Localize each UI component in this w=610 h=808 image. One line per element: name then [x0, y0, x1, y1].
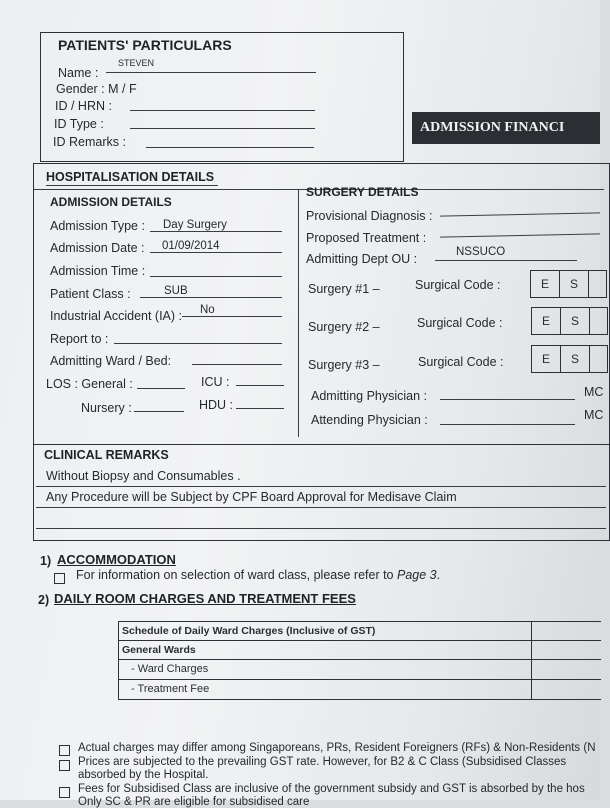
- code-3-e: E: [532, 346, 561, 372]
- name-line: [106, 72, 316, 73]
- icu-label: ICU :: [201, 375, 230, 389]
- note-3-checkbox[interactable]: [59, 787, 70, 798]
- los-general-line: [137, 388, 185, 389]
- charges-title: DAILY ROOM CHARGES AND TREATMENT FEES: [54, 591, 356, 606]
- hospitalisation-title: HOSPITALISATION DETAILS: [46, 170, 215, 184]
- surgical-code-3-label: Surgical Code :: [418, 355, 504, 369]
- code-3-s: S: [561, 346, 590, 372]
- admitting-ward-label: Admitting Ward / Bed:: [50, 354, 172, 368]
- accommodation-text: [76, 568, 440, 582]
- nursery-label: Nursery :: [81, 401, 132, 415]
- nursery-line: [134, 411, 184, 412]
- table-row-divider-2: [119, 659, 601, 660]
- accommodation-title: ACCOMMODATION: [57, 552, 176, 567]
- admitting-dept-label: Admitting Dept OU :: [306, 252, 418, 266]
- table-general-wards: General Wards: [122, 644, 196, 656]
- ward-charges-table: [118, 621, 601, 700]
- clinical-remarks-title: CLINICAL REMARKS: [44, 448, 169, 462]
- accommodation-text-end: .: [436, 568, 441, 582]
- admitting-dept-value: NSSUCO: [456, 246, 506, 258]
- report-to-line: [114, 343, 282, 344]
- id-type-label: ID Type :: [54, 117, 104, 131]
- surgical-code-3-box[interactable]: [531, 345, 608, 373]
- code-2-s: S: [561, 308, 590, 334]
- column-divider: [298, 190, 299, 437]
- admitting-physician-label: Admitting Physician :: [311, 389, 428, 403]
- surgery-1-label: Surgery #1 –: [308, 282, 380, 296]
- patient-particulars-title: PATIENTS' PARTICULARS: [58, 37, 232, 53]
- banner-text: ADMISSION FINANCI: [420, 120, 565, 135]
- table-col-divider: [531, 622, 532, 700]
- surgery-3-label: Surgery #3 –: [308, 358, 380, 372]
- hdu-label: HDU :: [199, 398, 234, 412]
- patient-class-line: [140, 297, 282, 298]
- code-1-e: E: [531, 271, 560, 297]
- code-1-s: S: [560, 271, 589, 297]
- industrial-accident-label: Industrial Accident (IA) :: [50, 309, 183, 323]
- surgical-code-2-box[interactable]: [531, 307, 608, 335]
- clinical-remarks-line-1: Without Biopsy and Consumables .: [46, 469, 241, 483]
- admitting-ward-line: [192, 364, 282, 365]
- patient-class-value: SUB: [164, 285, 188, 297]
- note-2-text: Prices are subjected to the prevailing GST rate. However, for B2 & C Class (Subsidised Classes: [78, 756, 567, 768]
- admitting-physician-line: [440, 399, 575, 400]
- clinical-rule-3: [36, 528, 606, 529]
- hospitalisation-title-underline: [46, 185, 218, 186]
- accommodation-checkbox[interactable]: [54, 573, 65, 584]
- los-general-label: LOS : General :: [46, 377, 133, 391]
- table-ward-charges: - Ward Charges: [131, 663, 209, 675]
- surgical-code-2-label: Surgical Code :: [417, 316, 503, 330]
- hdu-line: [236, 408, 284, 409]
- table-row-divider-4: [119, 699, 601, 700]
- table-treatment-fee: - Treatment Fee: [131, 683, 210, 695]
- note-2-checkbox[interactable]: [59, 760, 70, 771]
- id-remarks-label: ID Remarks :: [53, 135, 126, 149]
- admission-date-value: 01/09/2014: [162, 240, 220, 252]
- admission-date-line: [150, 252, 282, 253]
- patient-class-label: Patient Class :: [50, 287, 131, 301]
- admitting-dept-line: [435, 260, 577, 261]
- accommodation-page-link: Page 3: [396, 568, 437, 582]
- table-title: Schedule of Daily Ward Charges (Inclusive of GST): [122, 625, 376, 637]
- clinical-remarks-line-2: Any Procedure will be Subject by CPF Board Approval for Medisave Claim: [46, 490, 457, 504]
- surgery-2-label: Surgery #2 –: [308, 320, 380, 334]
- admitting-physician-mc: MC: [584, 385, 604, 399]
- note-1-checkbox[interactable]: [59, 745, 70, 756]
- admission-type-line: [150, 231, 282, 232]
- table-row-divider-1: [119, 640, 601, 641]
- attending-physician-label: Attending Physician :: [311, 413, 428, 427]
- icu-line: [236, 385, 284, 386]
- id-hrn-line: [130, 110, 315, 111]
- note-2-continued: absorbed by the Hospital.: [78, 769, 209, 781]
- surgery-details-title: SURGERY DETAILS: [306, 185, 419, 199]
- proposed-treatment-label: Proposed Treatment :: [306, 231, 427, 245]
- accommodation-text-main: For information on selection of ward class, please refer to: [76, 568, 397, 582]
- table-row-divider-3: [119, 679, 601, 680]
- surgical-code-1-label: Surgical Code :: [415, 278, 501, 292]
- admission-details-title: ADMISSION DETAILS: [50, 195, 172, 209]
- note-3-text: Fees for Subsidised Class are inclusive of the government subsidy and GST is absorbed by the hos: [78, 783, 585, 795]
- admission-time-label: Admission Time :: [50, 264, 146, 278]
- id-type-line: [130, 128, 315, 129]
- admission-date-label: Admission Date :: [50, 241, 145, 255]
- clinical-rule-2: [36, 507, 606, 508]
- accommodation-number: 1): [40, 554, 52, 568]
- admission-type-value: Day Surgery: [163, 219, 227, 231]
- industrial-accident-value: No: [200, 304, 215, 316]
- attending-physician-line: [440, 424, 575, 425]
- surgical-code-1-box[interactable]: [530, 270, 607, 298]
- note-4-text: Only SC & PR are eligible for subsidised care: [78, 796, 310, 808]
- admission-type-label: Admission Type :: [50, 219, 145, 233]
- code-2-e: E: [532, 308, 561, 334]
- provisional-diagnosis-label: Provisional Diagnosis :: [306, 209, 433, 223]
- id-hrn-label: ID / HRN :: [55, 99, 112, 113]
- clinical-rule-1: [36, 486, 606, 487]
- id-remarks-line: [146, 147, 314, 148]
- attending-physician-mc: MC: [584, 408, 604, 422]
- name-value: STEVEN: [118, 58, 155, 68]
- industrial-accident-line: [182, 316, 282, 317]
- name-label: Name :: [58, 66, 99, 80]
- report-to-label: Report to :: [50, 332, 109, 346]
- charges-number: 2): [38, 593, 50, 607]
- gender-label: Gender : M / F: [56, 82, 137, 96]
- admission-time-line: [150, 276, 282, 277]
- note-1-text: Actual charges may differ among Singaporeans, PRs, Resident Foreigners (RFs) & Non-Residents (N: [78, 742, 596, 754]
